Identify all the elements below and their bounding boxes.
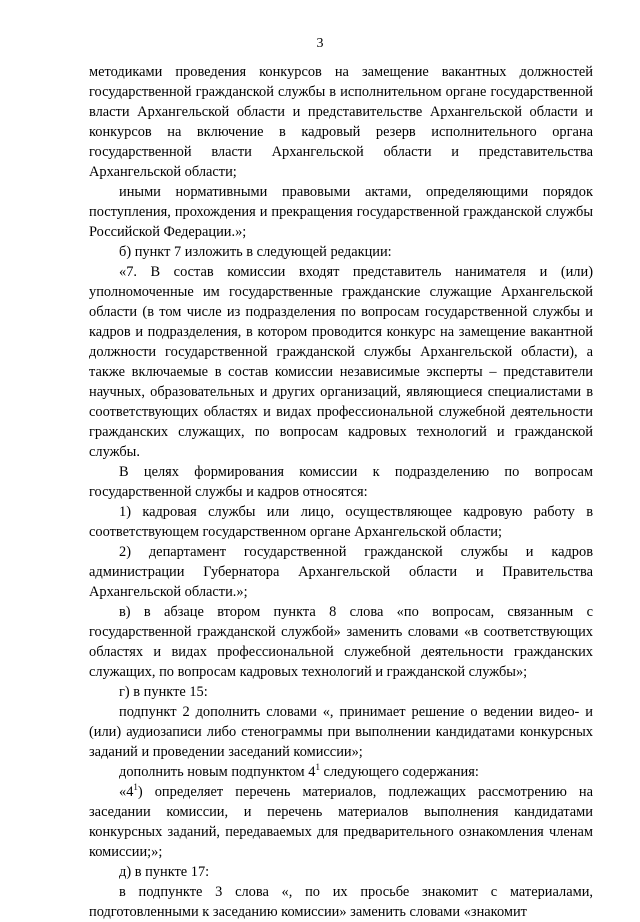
paragraph-sub-1: 1) кадровая службы или лицо, осуществляющее кадровую работу в соответствующем государственном органе Архангельской области; — [89, 504, 593, 540]
superscript: 1 — [133, 782, 138, 793]
text-fragment: дополнить новым подпунктом 4 — [119, 764, 316, 780]
paragraph-item-v: в) в абзаце втором пункта 8 слова «по вопросам, связанным с государственной гражданской службой» заменить словами «в соответствующих областях и видах профессиональной служебной деятельности гражданских служащих, по вопросам кадровых технологий и гражданской службы»; — [89, 604, 593, 680]
superscript: 1 — [315, 762, 320, 773]
paragraph-item-g: г) в пункте 15: — [119, 684, 208, 700]
paragraph-add-subpoint — [89, 762, 593, 782]
text-fragment: следующего содержания: — [319, 764, 479, 780]
paragraph-methods: методиками проведения конкурсов на замещение вакантных должностей государственной гражданской службы в исполнительном органе государственной власти Архангельской области и представительстве Архангельской области и конкурсов на включение в кадровый резерв исполнительного органа государственной власти Архангельской области и представительства Архангельской области; — [89, 64, 593, 180]
paragraph-other-acts: иными нормативными правовыми актами, определяющими порядок поступления, прохождения и прекращения государственной гражданской службы Российской Федерации.»; — [89, 184, 593, 240]
paragraph-item-d: д) в пункте 17: — [119, 864, 210, 880]
paragraph-sub-2-addition: подпункт 2 дополнить словами «, принимает решение о ведении видео- и (или) аудиозаписи либо стенограммы при выполнении кандидатами конкурсных заданий и проведении заседаний комиссии»; — [89, 704, 593, 760]
document-body — [89, 62, 593, 922]
paragraph-sub-3: в подпункте 3 слова «, по их просьбе знакомит с материалами, подготовленными к заседанию комиссии» заменить словами «знакомит — [89, 884, 593, 920]
page-number: 3 — [316, 36, 324, 51]
text-fragment: ) определяет перечень материалов, подлежащих рассмотрению на заседании комиссии, и перечень материалов выполнения кандидатами конкурсных заданий, передаваемых для предварительного ознакомления членам комиссии;»; — [89, 784, 593, 860]
text-fragment: «4 — [119, 784, 134, 800]
paragraph-clause-7: «7. В состав комиссии входят представитель нанимателя и (или) уполномоченные им государственные гражданские служащие Архангельской области (в том числе из подразделения по вопросам государственной службы и кадров и подразделения, в котором проводится конкурс на замещение вакантной должности государственной гражданской службы Архангельской области), а также включаемые в состав комиссии независимые эксперты – представители научных, образовательных и других организаций, являющиеся специалистами в соответствующих областях и видах профессиональной служебной деятельности гражданских служащих, по вопросам кадровых технологий и гражданской службы. — [89, 264, 593, 460]
paragraph-sub-2: 2) департамент государственной гражданской службы и кадров администрации Губернатора Архангельской области и Правительства Архангельской области.»; — [89, 544, 593, 600]
paragraph-item-b: б) пункт 7 изложить в следующей редакции: — [119, 244, 392, 260]
paragraph-subpoint-4-1 — [89, 782, 593, 862]
paragraph-formation: В целях формирования комиссии к подразделению по вопросам государственной службы и кадров относятся: — [89, 464, 593, 500]
